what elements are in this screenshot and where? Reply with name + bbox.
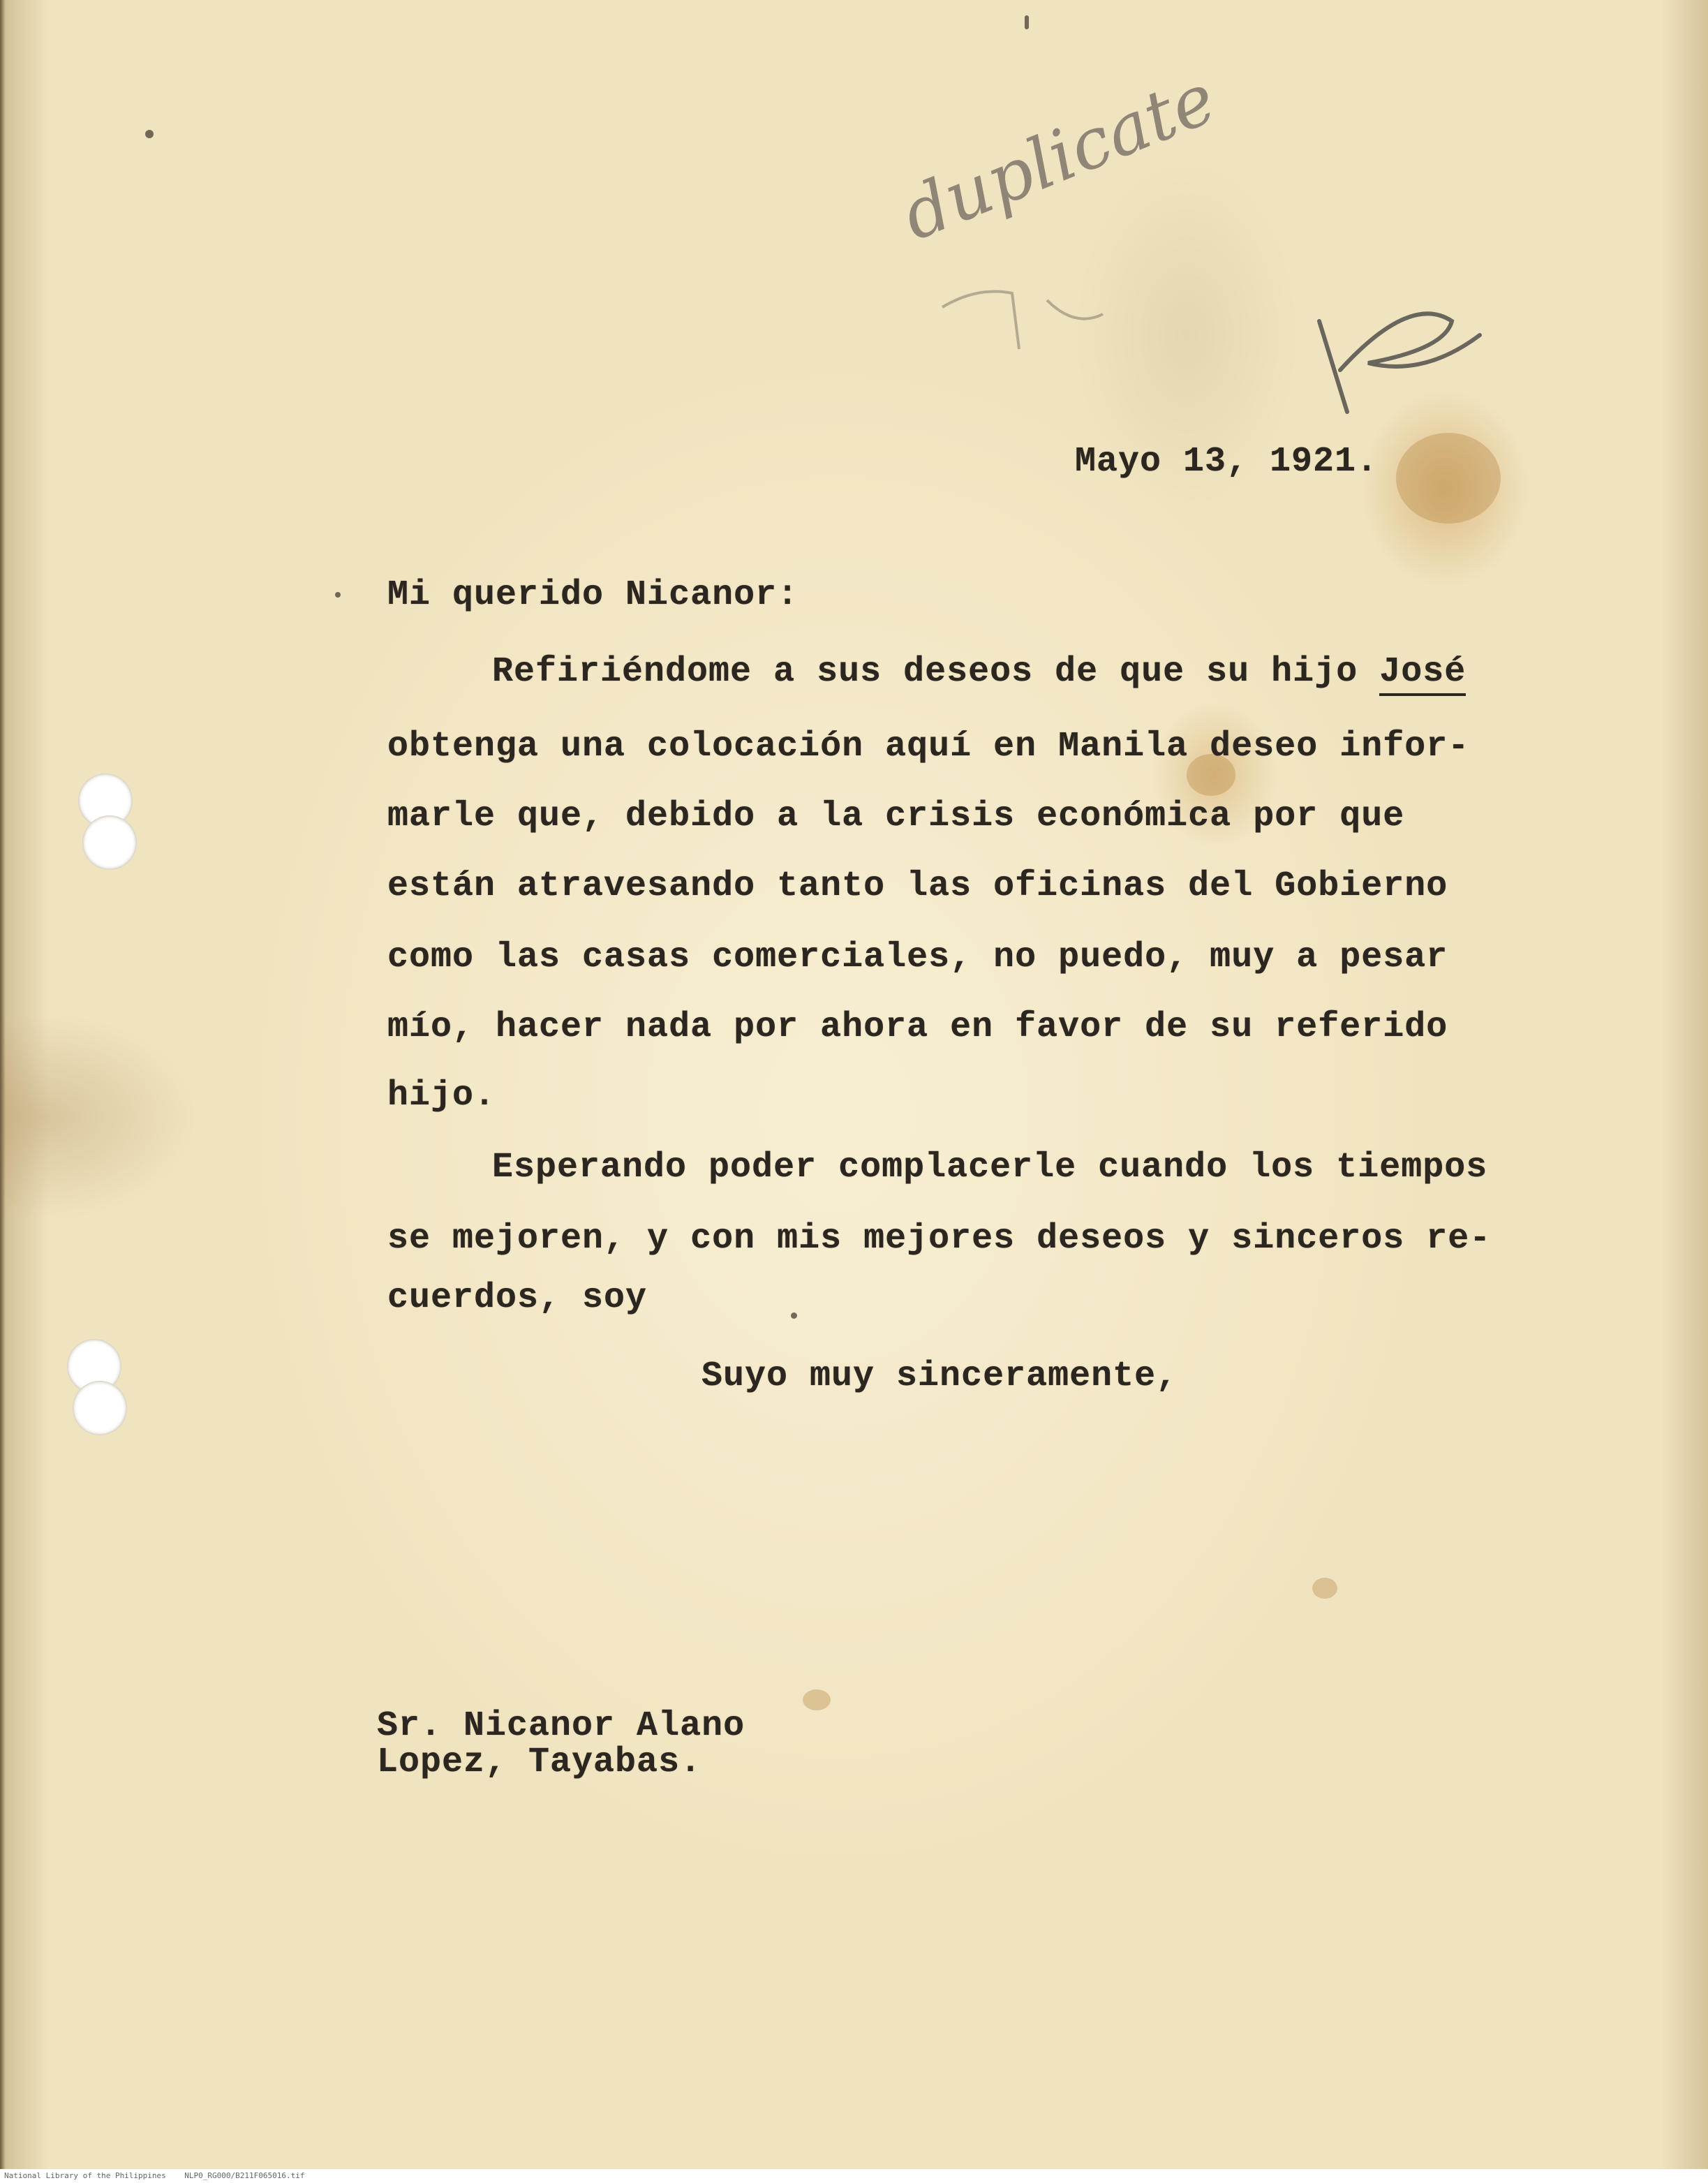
paragraph-1-line-3: marle que, debido a la crisis económica por que — [387, 797, 1405, 836]
recipient-name: Sr. Nicanor Alano — [377, 1706, 745, 1746]
closing: Suyo muy sinceramente, — [701, 1356, 1178, 1396]
pencil-scribble-icon — [935, 265, 1117, 363]
paragraph-1-line-2: obtenga una colocación aquí en Manila deseo infor- — [387, 727, 1470, 767]
ink-speck — [335, 592, 341, 598]
paragraph-2-line-1: Esperando poder complacerle cuando los tiempos — [492, 1148, 1488, 1187]
punch-hole-upper-b — [82, 815, 137, 870]
stain-spot — [803, 1689, 831, 1710]
underlined-name: José — [1379, 652, 1466, 696]
salutation: Mi querido Nicanor: — [387, 575, 799, 615]
punch-hole-lower-b — [73, 1381, 127, 1435]
paragraph-1-line-1-text: Refiriéndome a sus deseos de que su hijo — [492, 652, 1380, 692]
handwritten-mark-text — [0, 0, 1, 1]
stain-spot — [1396, 433, 1501, 524]
stain-spot — [1312, 1578, 1337, 1599]
handwritten-check-mark-icon — [1305, 279, 1487, 419]
archive-caption: National Library of the Philippines NLP0_RG000/B211F065016.tif — [4, 2171, 305, 2180]
letter-date: Mayo 13, 1921. — [1075, 442, 1379, 482]
paragraph-2-line-3: cuerdos, soy — [387, 1278, 648, 1318]
ink-speck — [791, 1312, 797, 1319]
paragraph-1-line-5: como las casas comerciales, no puedo, muy a pesar — [387, 938, 1448, 977]
paragraph-1-line-4: están atravesando tanto las oficinas del Gobierno — [387, 866, 1448, 906]
recipient-location: Lopez, Tayabas. — [377, 1742, 702, 1782]
ink-speck — [1025, 15, 1029, 29]
page-edge-shadow — [0, 0, 6, 2171]
paragraph-2-line-2: se mejoren, y con mis mejores deseos y sinceros re- — [387, 1219, 1492, 1259]
handwritten-note: duplicate — [891, 57, 1227, 256]
paragraph-1-line-7: hijo. — [387, 1076, 496, 1116]
ink-speck — [145, 130, 154, 138]
paragraph-1-line-6: mío, hacer nada por ahora en favor de su referido — [387, 1007, 1448, 1047]
paragraph-1-line-1 — [492, 652, 1466, 692]
